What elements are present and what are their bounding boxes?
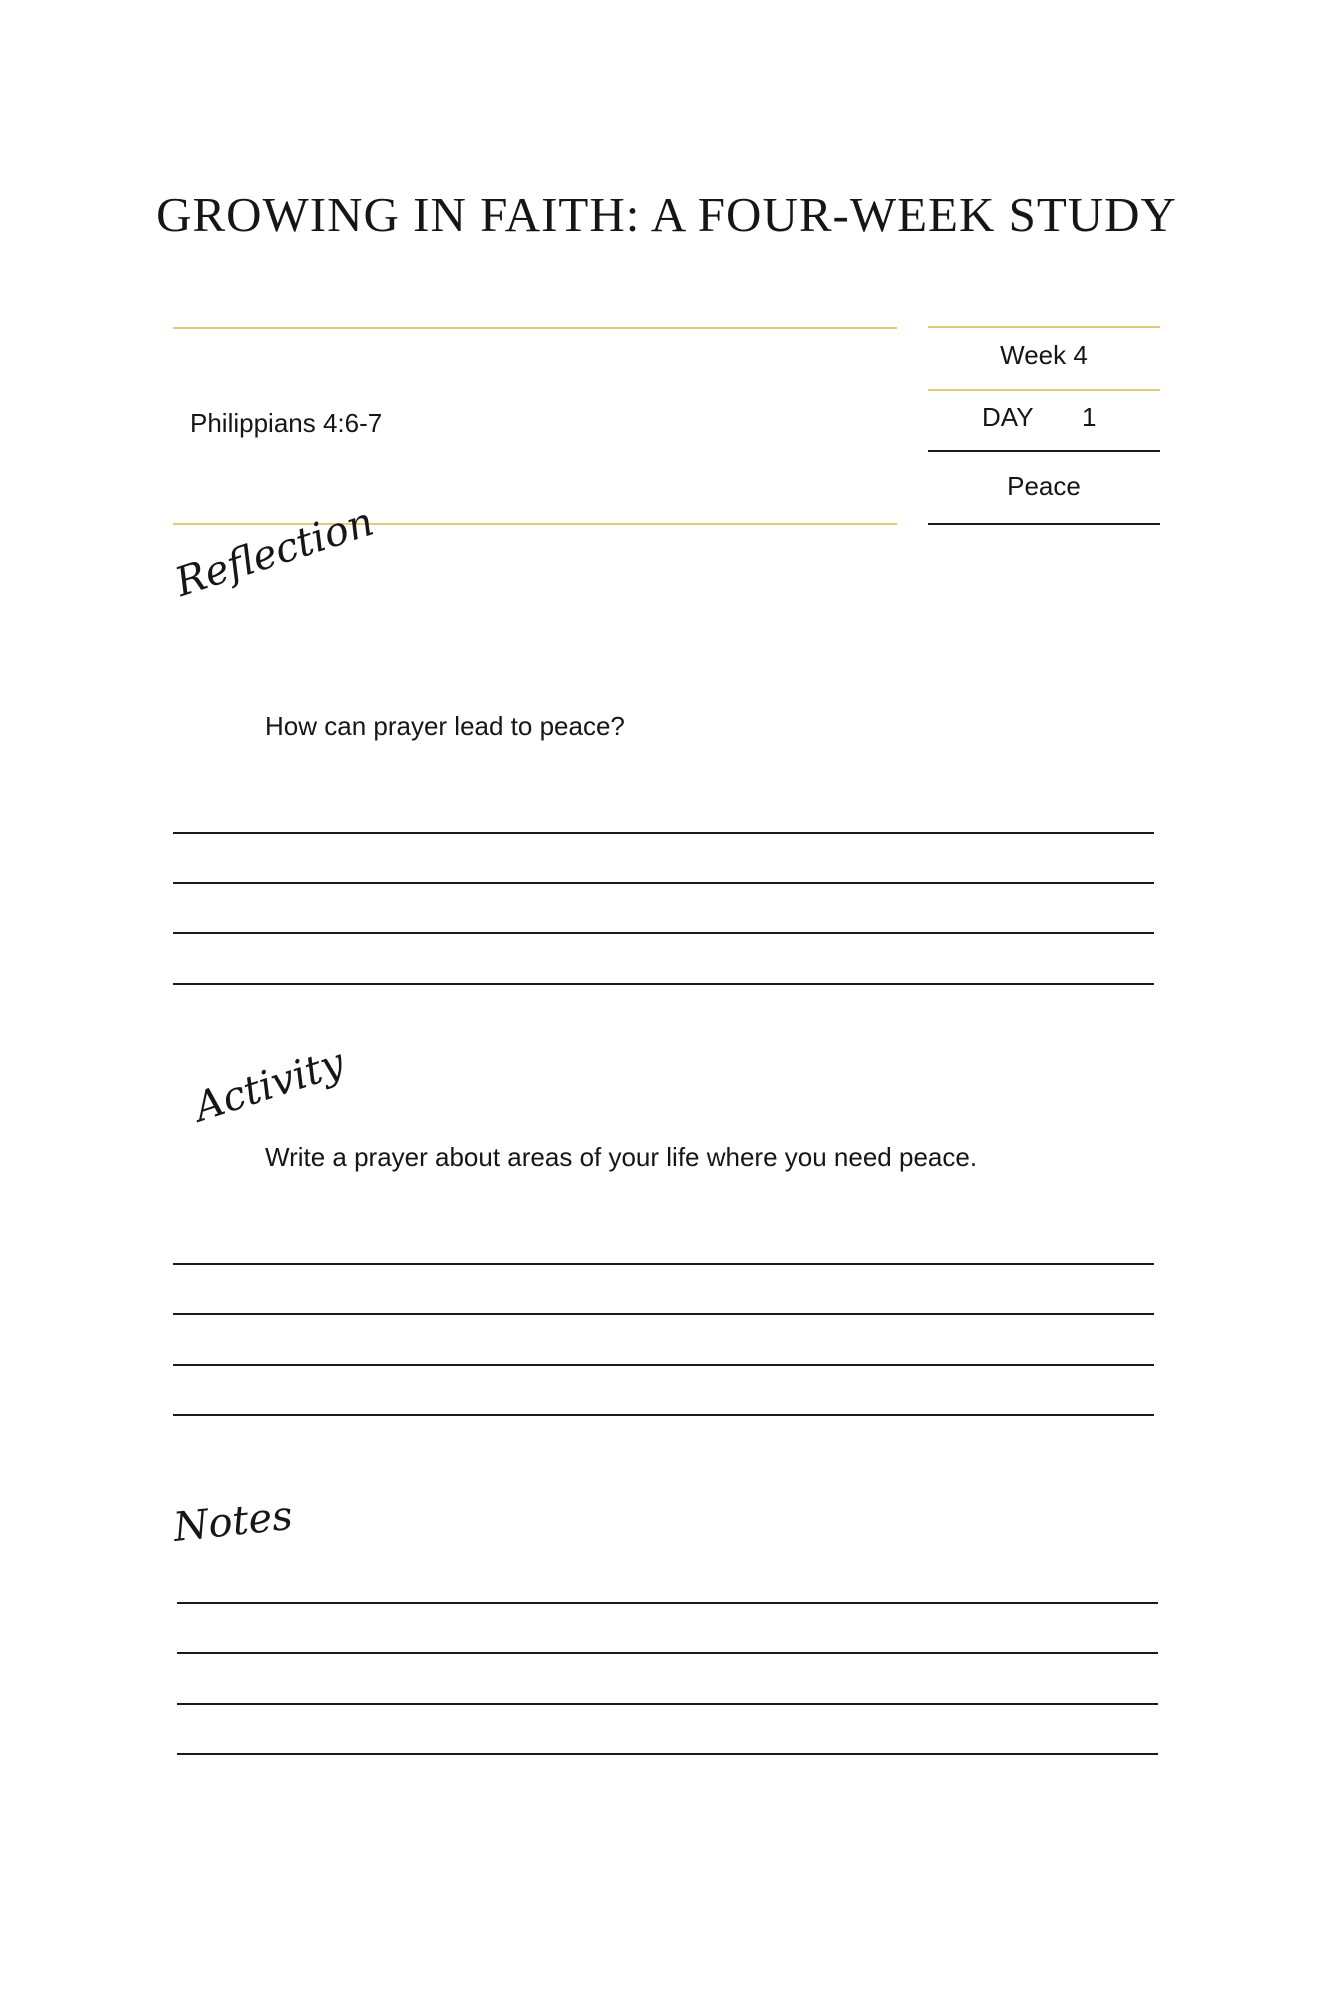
reflection-line-4[interactable] <box>173 983 1154 985</box>
reflection-line-3[interactable] <box>173 932 1154 934</box>
notes-line-2[interactable] <box>177 1652 1158 1654</box>
activity-line-2[interactable] <box>173 1313 1154 1315</box>
activity-prompt: Write a prayer about areas of your life where you need peace. <box>265 1142 978 1172</box>
notes-line-1[interactable] <box>177 1602 1158 1604</box>
theme-label: Peace <box>1007 471 1081 501</box>
reflection-heading: Reflection <box>169 498 380 606</box>
activity-line-4[interactable] <box>173 1414 1154 1416</box>
activity-line-1[interactable] <box>173 1263 1154 1265</box>
day-bottom-rule <box>928 450 1160 452</box>
week-bottom-rule <box>928 389 1160 391</box>
notes-line-4[interactable] <box>177 1753 1158 1755</box>
week-top-rule <box>928 326 1160 328</box>
activity-line-3[interactable] <box>173 1364 1154 1366</box>
reflection-prompt: How can prayer lead to peace? <box>265 711 625 741</box>
reflection-line-2[interactable] <box>173 882 1154 884</box>
week-label: Week 4 <box>1000 340 1088 370</box>
scripture-reference: Philippians 4:6-7 <box>190 408 383 438</box>
day-label: DAY <box>982 402 1034 432</box>
page-title: GROWING IN FAITH: A FOUR-WEEK STUDY <box>156 187 1177 242</box>
notes-heading: Notes <box>171 1492 295 1551</box>
theme-bottom-rule <box>928 523 1160 525</box>
notes-line-3[interactable] <box>177 1703 1158 1705</box>
scripture-top-rule <box>173 327 897 329</box>
reflection-line-1[interactable] <box>173 832 1154 834</box>
day-number: 1 <box>1082 402 1097 432</box>
activity-heading: Activity <box>188 1039 350 1131</box>
